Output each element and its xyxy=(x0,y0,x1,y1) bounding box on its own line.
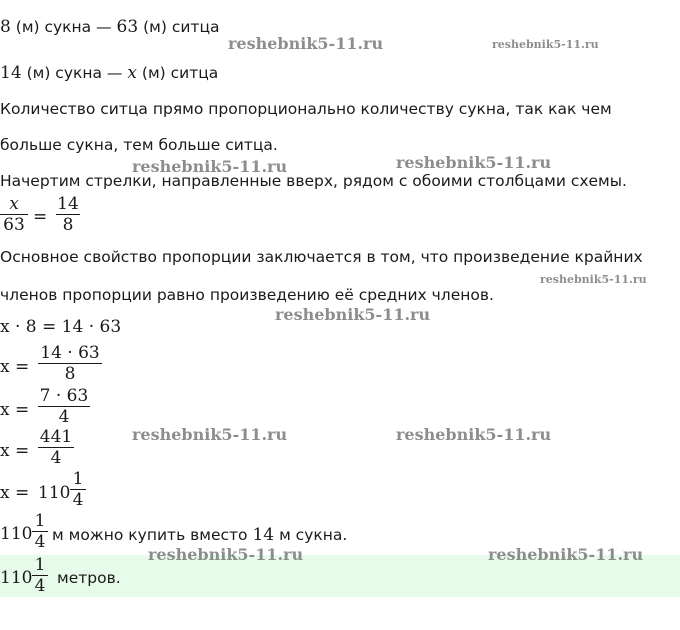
answer-fraction: 1 4 xyxy=(32,555,48,596)
watermark: reshebnik5-11.ru xyxy=(540,273,647,286)
step-2-fraction: 7 · 63 4 xyxy=(39,386,89,427)
answer-text: метров. xyxy=(57,569,121,587)
watermark: reshebnik5-11.ru xyxy=(148,545,304,564)
paragraph-4: Основное свойство пропорции заключается в том, что произведение крайних xyxy=(0,248,643,266)
step-3-fraction: 441 4 xyxy=(39,427,73,468)
step-4-fraction: 1 4 xyxy=(70,469,86,510)
conclusion-text: м можно купить вместо 14 м сукна. xyxy=(52,525,348,545)
proportion-left-fraction: x 63 xyxy=(0,194,28,235)
watermark: reshebnik5-11.ru xyxy=(396,425,552,444)
step-3-lhs: x = xyxy=(0,441,30,461)
watermark: reshebnik5-11.ru xyxy=(488,545,644,564)
watermark: reshebnik5-11.ru xyxy=(275,305,431,324)
answer-whole: 110 xyxy=(0,568,33,588)
step-4-whole: 110 xyxy=(38,483,71,503)
given-line-1: 8 (м) сукна — 63 (м) ситца xyxy=(0,17,220,37)
step-2-lhs: x = xyxy=(0,400,30,420)
paragraph-1: Количество ситца прямо пропорционально количеству сукна, так как чем xyxy=(0,100,612,118)
given-line-2: 14 (м) сукна — x (м) ситца xyxy=(0,63,219,83)
conclusion-whole: 110 xyxy=(0,524,33,544)
watermark: reshebnik5-11.ru xyxy=(132,157,288,176)
paragraph-2: больше сукна, тем больше ситца. xyxy=(0,136,278,154)
step-1-lhs: x = xyxy=(0,357,30,377)
watermark: reshebnik5-11.ru xyxy=(228,34,384,53)
multiplication-equation: x · 8 = 14 · 63 xyxy=(0,317,122,337)
conclusion-fraction: 1 4 xyxy=(32,511,48,552)
watermark: reshebnik5-11.ru xyxy=(132,425,288,444)
watermark: reshebnik5-11.ru xyxy=(492,38,599,51)
step-1-fraction: 14 · 63 8 xyxy=(38,343,102,384)
paragraph-5: членов пропорции равно произведению её средних членов. xyxy=(0,286,494,304)
watermark: reshebnik5-11.ru xyxy=(396,153,552,172)
proportion-right-fraction: 14 8 xyxy=(57,194,79,235)
proportion-equals: = xyxy=(33,207,48,227)
paragraph-3: Начертим стрелки, направленные вверх, рядом с обоими столбцами схемы. xyxy=(0,172,627,190)
step-4-lhs: x = xyxy=(0,483,30,503)
